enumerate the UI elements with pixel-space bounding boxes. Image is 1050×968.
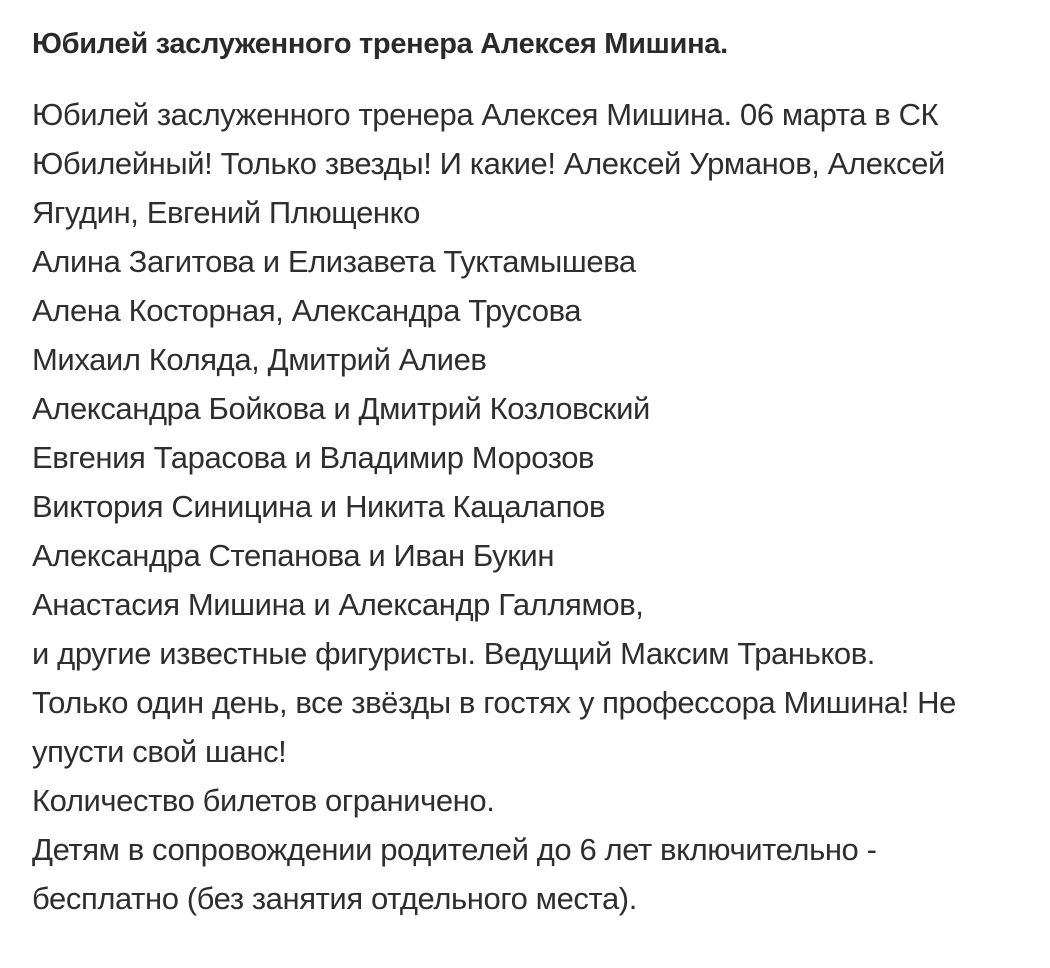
- article-line: Александра Бойкова и Дмитрий Козловский: [32, 391, 650, 426]
- article-line: Юбилей заслуженного тренера Алексея Мишина. 06 марта в СК: [32, 97, 939, 132]
- article-line: Виктория Синицина и Никита Кацалапов: [32, 489, 606, 524]
- article-line: Алина Загитова и Елизавета Туктамышева: [32, 244, 636, 279]
- article-line: Только один день, все звёзды в гостях у профессора Мишина! Не: [32, 685, 957, 720]
- article-line: Ягудин, Евгений Плющенко: [32, 195, 420, 230]
- article-line: Детям в сопровождении родителей до 6 лет включительно -: [32, 832, 877, 867]
- article-line: Алена Косторная, Александра Трусова: [32, 293, 582, 328]
- article-line: Александра Степанова и Иван Букин: [32, 538, 555, 573]
- article: [32, 22, 1032, 923]
- article-line: Юбилейный! Только звезды! И какие! Алексей Урманов, Алексей: [32, 146, 945, 181]
- article-line: Анастасия Мишина и Александр Галлямов,: [32, 587, 644, 622]
- article-body: [32, 90, 1032, 923]
- article-line: бесплатно (без занятия отдельного места).: [32, 881, 637, 916]
- article-line: Евгения Тарасова и Владимир Морозов: [32, 440, 595, 475]
- article-line: Количество билетов ограничено.: [32, 783, 495, 818]
- article-line: упусти свой шанс!: [32, 734, 287, 769]
- article-line: и другие известные фигуристы. Ведущий Максим Траньков.: [32, 636, 875, 671]
- article-title: Юбилей заслуженного тренера Алексея Мишина.: [32, 28, 728, 60]
- article-line: Михаил Коляда, Дмитрий Алиев: [32, 342, 487, 377]
